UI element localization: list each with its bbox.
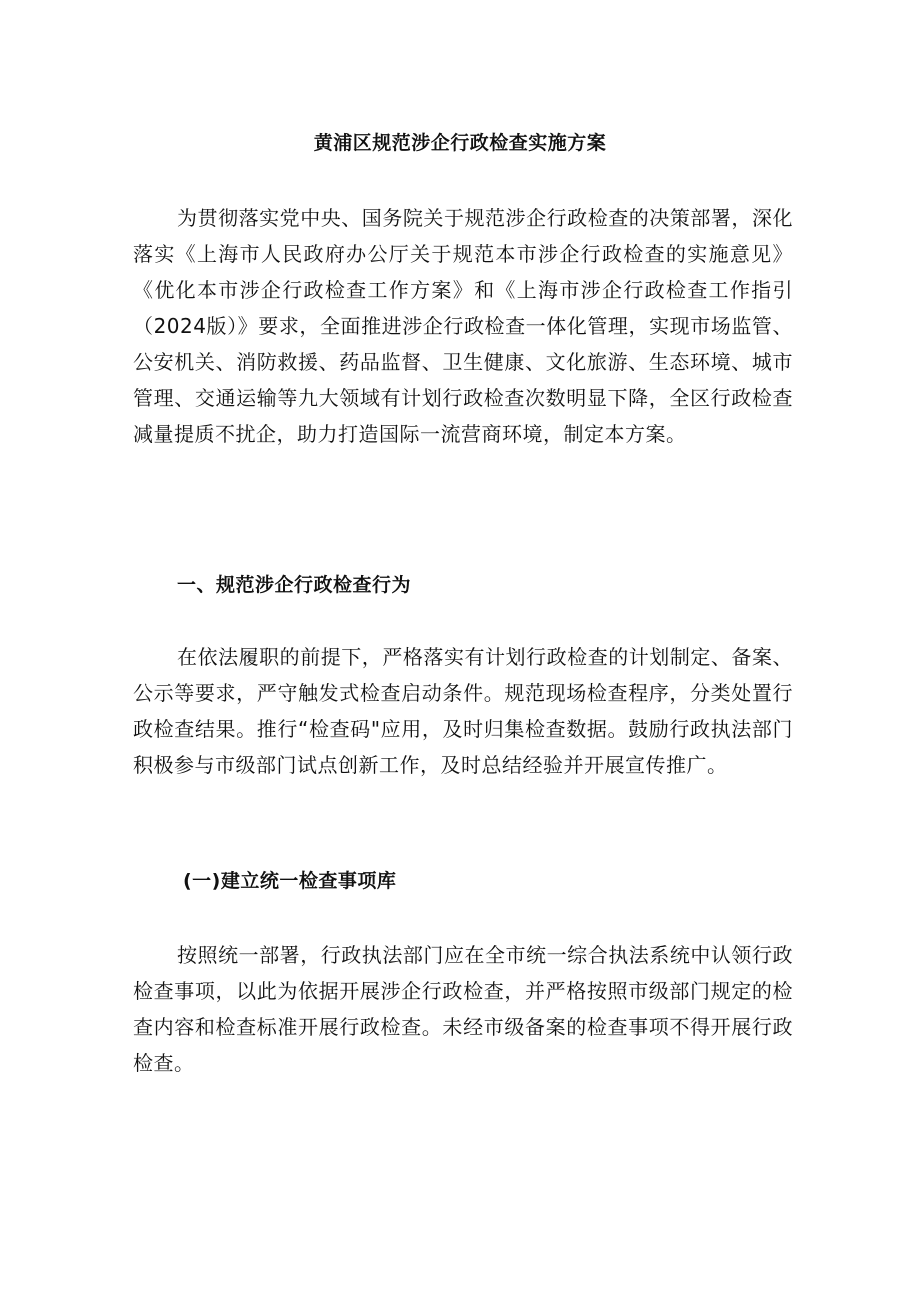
section-heading: 一、规范涉企行政检查行为 (177, 574, 412, 596)
section-paragraph: 在依法履职的前提下，严格落实有计划行政检查的计划制定、备案、公示等要求，严守触发式检查启动条件。规范现场检查程序，分类处置行政检查结果。推行“检查码"应用，及时归集检查数据。鼓励行政执法部门积极参与市级部门试点创新工作，及时总结经验并开展宣传推广。 (133, 645, 793, 777)
subsection-heading: (一)建立统一检查事项库 (183, 870, 397, 892)
subsection-paragraph: 按照统一部署，行政执法部门应在全市统一综合执法系统中认领行政检查事项，以此为依据开展涉企行政检查，并严格按照市级部门规定的检查内容和检查标准开展行政检查。未经市级备案的检查事项不得开展行政检查。 (133, 943, 793, 1075)
intro-paragraph: 为贯彻落实党中央、国务院关于规范涉企行政检查的决策部署，深化落实《上海市人民政府办公厅关于规范本市涉企行政检查的实施意见》《优化本市涉企行政检查工作方案》和《上海市涉企行政检查工作指引（2024版）》要求，全面推进涉企行政检查一体化管理，实现市场监管、公安机关、消防救援、药品监督、卫生健康、文化旅游、生态环境、城市管理、交通运输等九大领域有计划行政检查次数明显下降，全区行政检查减量提质不扰企，助力打造国际一流营商环境，制定本方案。 (133, 206, 793, 446)
document-title: 黄浦区规范涉企行政检查实施方案 (313, 132, 607, 154)
